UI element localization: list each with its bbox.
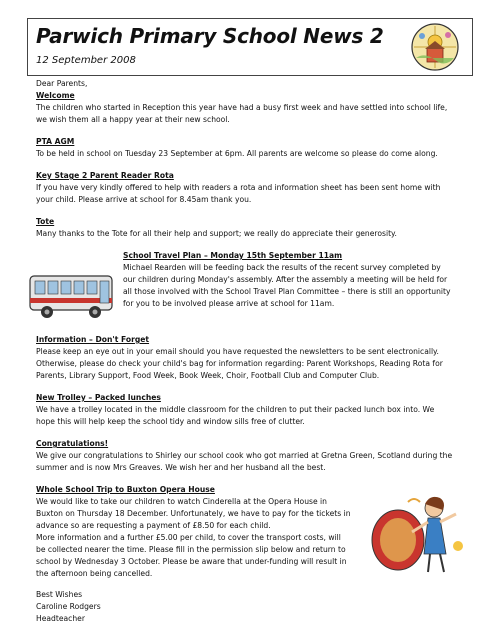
- newsletter-title: Parwich Primary School News 2: [36, 24, 384, 48]
- salutation: Dear Parents,: [36, 79, 88, 88]
- section-text: More information and a further £5.00 per child, to cover the transport costs, will: [36, 533, 341, 542]
- section-text: Buxton on Thursday 18 December. Unfortunately, we have to pay for the tickets in: [36, 509, 351, 518]
- section-text: advance so are requesting a payment of £8.50 for each child.: [36, 521, 271, 530]
- section-text: be collected nearer the time. Please fill in the permission slip below and return to: [36, 545, 346, 554]
- school-logo-icon: [410, 22, 460, 72]
- section-text: Michael Rearden will be feeding back the results of the recent survey completed by: [123, 263, 441, 272]
- section-text: We have a trolley located in the middle classroom for the children to put their packed lunch box into. We: [36, 405, 435, 414]
- section-text: Otherwise, please do check your child's bag for information regarding: Parent Workshops, Reading Rota for: [36, 359, 443, 368]
- section-pta: [36, 136, 472, 160]
- section-congratulations: [36, 438, 472, 474]
- section-text: your child. Please arrive at school for 8.45am thank you.: [36, 195, 252, 204]
- section-text: summer and is now Mrs Greaves. We wish her and her husband all the best.: [36, 463, 326, 472]
- section-heading: School Travel Plan – Monday 15th September 11am: [123, 251, 343, 260]
- section-travel-plan: [123, 250, 473, 310]
- section-text: our children during Monday's assembly. After the assembly a meeting will be held for: [123, 275, 448, 284]
- section-text: for you to be involved please arrive at school for 11am.: [123, 299, 335, 308]
- section-text: Please keep an eye out in your email should you have requested the newsletters to be sent electronically.: [36, 347, 439, 356]
- section-heading: New Trolley – Packed lunches: [36, 393, 161, 402]
- section-heading: Key Stage 2 Parent Reader Rota: [36, 171, 174, 180]
- newsletter-date: 12 September 2008: [36, 55, 136, 66]
- section-heading: Congratulations!: [36, 439, 109, 448]
- section-heading: Whole School Trip to Buxton Opera House: [36, 485, 215, 494]
- section-heading: Welcome: [36, 91, 75, 100]
- sign-off-line: Best Wishes: [36, 590, 83, 599]
- bus-icon: [27, 270, 117, 322]
- section-text: we wish them all a happy year at their new school.: [36, 115, 230, 124]
- section-text: We would like to take our children to watch Cinderella at the Opera House in: [36, 497, 327, 506]
- signatory-name: Caroline Rodgers: [36, 602, 101, 611]
- section-ks2: [36, 170, 472, 206]
- section-text: hope this will help keep the school tidy and window sills free of clutter.: [36, 417, 305, 426]
- section-text: the afternoon being cancelled.: [36, 569, 153, 578]
- section-trolley: [36, 392, 472, 428]
- theatre-girl-illustration-icon: [368, 488, 468, 576]
- section-text: school by Wednesday 3 October. Please be aware that under-funding will result in: [36, 557, 347, 566]
- section-text: To be held in school on Tuesday 23 September at 6pm. All parents are welcome so please do come along.: [36, 149, 438, 158]
- section-heading: Information – Don't Forget: [36, 335, 150, 344]
- section-text: all those involved with the School Travel Plan Committee – there is still an opportunity: [123, 287, 451, 296]
- section-welcome: [36, 90, 472, 126]
- section-text: The children who started in Reception this year have had a busy first week and have settled into school life,: [36, 103, 448, 112]
- section-text: If you have very kindly offered to help with readers a rota and information sheet has been sent home with: [36, 183, 441, 192]
- signatory-title: Headteacher: [36, 614, 85, 623]
- section-tote: [36, 216, 472, 240]
- section-text: Many thanks to the Tote for all their help and support; we really do appreciate their generosity.: [36, 229, 397, 238]
- sign-off: [36, 589, 472, 625]
- section-heading: Tote: [36, 217, 55, 226]
- section-text: Parents, Library Support, Food Week, Book Week, Choir, Football Club and Computer Club.: [36, 371, 380, 380]
- section-information: [36, 334, 472, 382]
- section-text: We give our congratulations to Shirley our school cook who got married at Gretna Green, Scotland during the: [36, 451, 453, 460]
- section-heading: PTA AGM: [36, 137, 75, 146]
- section-trip: [36, 484, 366, 580]
